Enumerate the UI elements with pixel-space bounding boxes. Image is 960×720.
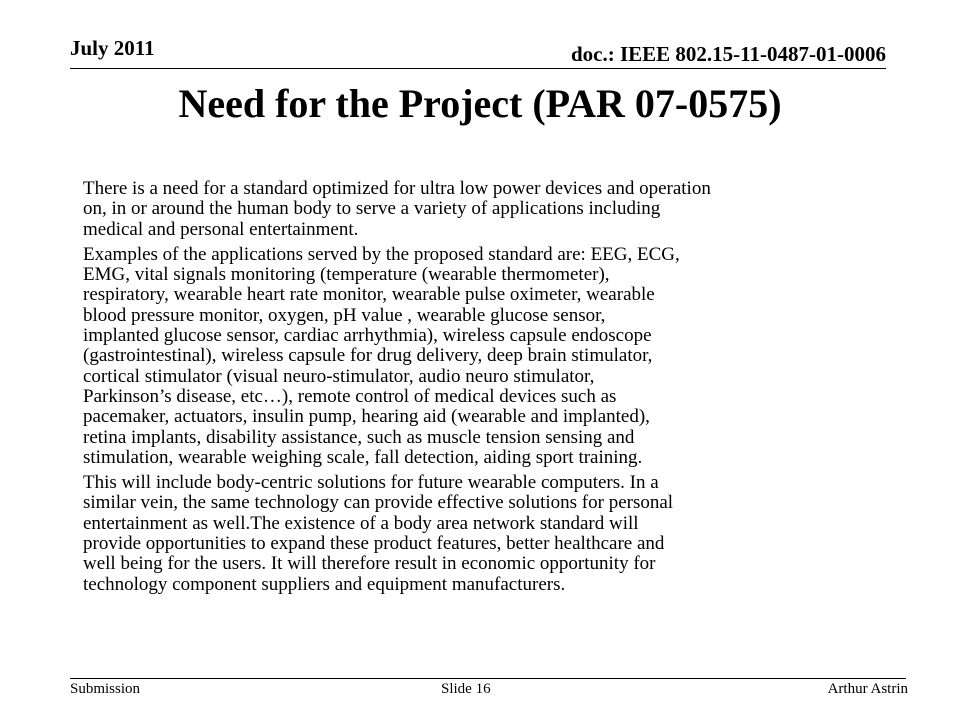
paragraph-line: implanted glucose sensor, cardiac arrhythmia), wireless capsule endoscope [83, 325, 652, 347]
paragraph-line: entertainment as well.The existence of a body area network standard will [83, 512, 639, 534]
footer-divider [70, 678, 906, 679]
paragraph-line: similar vein, the same technology can provide effective solutions for personal [83, 492, 674, 514]
header-date: July 2011 [70, 36, 155, 60]
slide-title: Need for the Project (PAR 07-0575) [178, 81, 782, 126]
paragraph-need [83, 179, 893, 240]
header-divider [70, 68, 886, 69]
paragraph-line: respiratory, wearable heart rate monitor, wearable pulse oximeter, wearable [83, 284, 655, 306]
footer-author: Arthur Astrin [827, 681, 908, 697]
paragraph-body-centric [83, 473, 893, 595]
slide-body [83, 179, 893, 600]
paragraph-line: pacemaker, actuators, insulin pump, hearing aid (wearable and implanted), [83, 406, 650, 428]
paragraph-line: technology component suppliers and equipment manufacturers. [83, 573, 566, 595]
paragraph-line: provide opportunities to expand these product features, better healthcare and [83, 533, 665, 555]
paragraph-line: blood pressure monitor, oxygen, pH value , wearable glucose sensor, [83, 304, 606, 326]
paragraph-line: on, in or around the human body to serve a variety of applications including [83, 198, 661, 220]
header-document-id: doc.: IEEE 802.15-11-0487-01-0006 [571, 42, 886, 66]
paragraph-line: This will include body-centric solutions for future wearable computers. In a [83, 472, 659, 494]
paragraph-line: Parkinson’s disease, etc…), remote control of medical devices such as [83, 385, 617, 407]
paragraph-line: Examples of the applications served by the proposed standard are: EEG, ECG, [83, 243, 680, 265]
paragraph-examples [83, 245, 893, 468]
paragraph-line: retina implants, disability assistance, such as muscle tension sensing and [83, 426, 635, 448]
paragraph-line: stimulation, wearable weighing scale, fall detection, aiding sport training. [83, 446, 643, 468]
paragraph-line: medical and personal entertainment. [83, 218, 359, 240]
paragraph-line: cortical stimulator (visual neuro-stimulator, audio neuro stimulator, [83, 365, 595, 387]
paragraph-line: (gastrointestinal), wireless capsule for drug delivery, deep brain stimulator, [83, 345, 653, 367]
footer-submission: Submission [70, 681, 141, 697]
paragraph-line: There is a need for a standard optimized for ultra low power devices and operation [83, 178, 711, 199]
footer-slide-number: Slide 16 [441, 681, 491, 697]
paragraph-line: EMG, vital signals monitoring (temperature (wearable thermometer), [83, 264, 610, 286]
paragraph-line: well being for the users. It will therefore result in economic opportunity for [83, 553, 656, 575]
